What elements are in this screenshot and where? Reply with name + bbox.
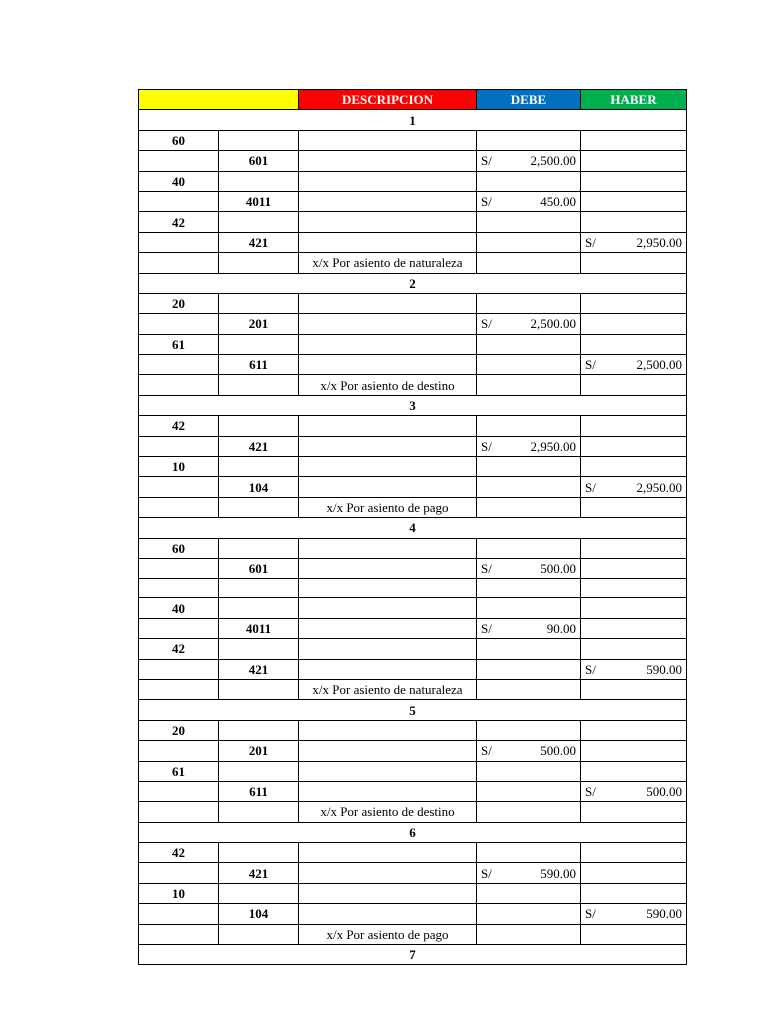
debe-cell <box>477 253 581 273</box>
description-cell <box>299 598 477 618</box>
entry-number: 4 <box>139 518 687 538</box>
account-cell <box>139 924 219 944</box>
account-cell: 42 <box>139 639 219 659</box>
ledger-row <box>139 497 687 517</box>
ledger-row <box>139 314 687 334</box>
haber-cell <box>581 151 687 171</box>
header-descripcion: DESCRIPCION <box>299 90 477 110</box>
account-cell <box>139 232 219 252</box>
subaccount-cell <box>219 171 299 191</box>
haber-cell <box>581 904 687 924</box>
haber-cell <box>581 253 687 273</box>
debe-cell <box>477 639 581 659</box>
ledger-row <box>139 863 687 883</box>
description-cell <box>299 171 477 191</box>
debe-cell <box>477 457 581 477</box>
amount: 500.00 <box>646 784 682 800</box>
haber-cell <box>581 436 687 456</box>
debe-cell <box>477 171 581 191</box>
ledger-row <box>139 171 687 191</box>
debe-cell <box>477 720 581 740</box>
haber-cell <box>581 232 687 252</box>
subaccount-cell: 104 <box>219 904 299 924</box>
description-cell <box>299 293 477 313</box>
debe-cell <box>477 416 581 436</box>
description-cell <box>299 416 477 436</box>
header-row <box>139 90 687 110</box>
haber-cell <box>581 618 687 638</box>
account-cell <box>139 904 219 924</box>
haber-cell <box>581 477 687 497</box>
amount: 2,950.00 <box>636 234 682 250</box>
subaccount-cell <box>219 802 299 822</box>
debe-cell <box>477 618 581 638</box>
debe-cell <box>477 334 581 354</box>
account-cell: 60 <box>139 538 219 558</box>
amount: 2,950.00 <box>530 438 576 454</box>
debe-cell <box>477 883 581 903</box>
ledger-row <box>139 457 687 477</box>
account-cell <box>139 802 219 822</box>
account-cell <box>139 741 219 761</box>
haber-cell <box>581 679 687 699</box>
subaccount-cell <box>219 293 299 313</box>
subaccount-cell: 611 <box>219 355 299 375</box>
description-cell <box>299 334 477 354</box>
account-cell <box>139 314 219 334</box>
entry-number-row <box>139 273 687 293</box>
entry-number-row <box>139 395 687 415</box>
description-cell <box>299 741 477 761</box>
header-debe: DEBE <box>477 90 581 110</box>
ledger-row <box>139 618 687 638</box>
currency-symbol: S/ <box>585 479 596 495</box>
subaccount-cell <box>219 497 299 517</box>
ledger-row <box>139 639 687 659</box>
account-cell <box>139 355 219 375</box>
currency-symbol: S/ <box>585 661 596 677</box>
account-cell <box>139 191 219 211</box>
journal-body <box>139 110 687 965</box>
debe-cell <box>477 538 581 558</box>
currency-symbol: S/ <box>481 743 492 759</box>
subaccount-cell: 421 <box>219 232 299 252</box>
description-cell <box>299 191 477 211</box>
debe-cell <box>477 130 581 150</box>
amount: 500.00 <box>540 743 576 759</box>
entry-number-row <box>139 822 687 842</box>
account-cell <box>139 436 219 456</box>
haber-cell <box>581 761 687 781</box>
ledger-row <box>139 679 687 699</box>
subaccount-cell: 201 <box>219 314 299 334</box>
debe-cell <box>477 924 581 944</box>
entry-number-row <box>139 945 687 965</box>
ledger-row <box>139 130 687 150</box>
currency-symbol: S/ <box>481 438 492 454</box>
haber-cell <box>581 883 687 903</box>
subaccount-cell: 104 <box>219 477 299 497</box>
account-cell: 20 <box>139 293 219 313</box>
debe-cell <box>477 436 581 456</box>
ledger-row <box>139 191 687 211</box>
debe-cell <box>477 802 581 822</box>
description-cell <box>299 436 477 456</box>
entry-number: 1 <box>139 110 687 130</box>
haber-cell <box>581 355 687 375</box>
subaccount-cell <box>219 598 299 618</box>
description-cell <box>299 659 477 679</box>
subaccount-cell <box>219 457 299 477</box>
currency-symbol: S/ <box>481 316 492 332</box>
ledger-row <box>139 436 687 456</box>
currency-symbol: S/ <box>585 357 596 373</box>
ledger-row <box>139 334 687 354</box>
ledger-row <box>139 375 687 395</box>
subaccount-cell <box>219 579 299 598</box>
haber-cell <box>581 293 687 313</box>
debe-cell <box>477 232 581 252</box>
haber-cell <box>581 781 687 801</box>
subaccount-cell <box>219 924 299 944</box>
description-cell: x/x Por asiento de destino <box>299 375 477 395</box>
haber-cell <box>581 558 687 578</box>
subaccount-cell <box>219 538 299 558</box>
currency-symbol: S/ <box>481 865 492 881</box>
description-cell <box>299 720 477 740</box>
ledger-row <box>139 355 687 375</box>
subaccount-cell: 601 <box>219 558 299 578</box>
description-cell <box>299 843 477 863</box>
account-cell: 10 <box>139 457 219 477</box>
account-cell <box>139 558 219 578</box>
account-cell: 61 <box>139 761 219 781</box>
account-cell: 42 <box>139 212 219 232</box>
account-cell: 40 <box>139 598 219 618</box>
subaccount-cell <box>219 639 299 659</box>
ledger-row <box>139 659 687 679</box>
currency-symbol: S/ <box>481 194 492 210</box>
subaccount-cell: 4011 <box>219 191 299 211</box>
subaccount-cell <box>219 720 299 740</box>
ledger-row <box>139 598 687 618</box>
debe-cell <box>477 191 581 211</box>
header-haber: HABER <box>581 90 687 110</box>
ledger-row <box>139 904 687 924</box>
subaccount-cell <box>219 130 299 150</box>
description-cell <box>299 781 477 801</box>
subaccount-cell: 601 <box>219 151 299 171</box>
debe-cell <box>477 781 581 801</box>
debe-cell <box>477 477 581 497</box>
ledger-row <box>139 883 687 903</box>
haber-cell <box>581 497 687 517</box>
currency-symbol: S/ <box>585 784 596 800</box>
description-cell <box>299 579 477 598</box>
description-cell <box>299 538 477 558</box>
amount: 590.00 <box>646 661 682 677</box>
ledger-row <box>139 232 687 252</box>
haber-cell <box>581 924 687 944</box>
amount: 590.00 <box>646 906 682 922</box>
entry-number: 5 <box>139 700 687 720</box>
ledger-row <box>139 558 687 578</box>
entry-number: 7 <box>139 945 687 965</box>
account-cell <box>139 375 219 395</box>
haber-cell <box>581 639 687 659</box>
debe-cell <box>477 741 581 761</box>
haber-cell <box>581 314 687 334</box>
debe-cell <box>477 293 581 313</box>
haber-cell <box>581 416 687 436</box>
currency-symbol: S/ <box>481 620 492 636</box>
ledger-row <box>139 579 687 598</box>
debe-cell <box>477 558 581 578</box>
description-cell <box>299 863 477 883</box>
description-cell: x/x Por asiento de naturaleza <box>299 253 477 273</box>
currency-symbol: S/ <box>481 561 492 577</box>
account-cell: 42 <box>139 843 219 863</box>
description-cell <box>299 232 477 252</box>
haber-cell <box>581 579 687 598</box>
debe-cell <box>477 579 581 598</box>
ledger-row <box>139 477 687 497</box>
debe-cell <box>477 151 581 171</box>
subaccount-cell <box>219 212 299 232</box>
debe-cell <box>477 375 581 395</box>
description-cell <box>299 761 477 781</box>
description-cell <box>299 151 477 171</box>
haber-cell <box>581 130 687 150</box>
haber-cell <box>581 191 687 211</box>
ledger-row <box>139 416 687 436</box>
entry-number-row <box>139 700 687 720</box>
currency-symbol: S/ <box>585 906 596 922</box>
account-cell <box>139 497 219 517</box>
debe-cell <box>477 659 581 679</box>
description-cell <box>299 355 477 375</box>
haber-cell <box>581 334 687 354</box>
description-cell <box>299 904 477 924</box>
description-cell <box>299 639 477 659</box>
account-cell <box>139 253 219 273</box>
debe-cell <box>477 355 581 375</box>
debe-cell <box>477 497 581 517</box>
account-cell: 20 <box>139 720 219 740</box>
amount: 2,500.00 <box>530 153 576 169</box>
entry-number: 2 <box>139 273 687 293</box>
subaccount-cell <box>219 843 299 863</box>
debe-cell <box>477 314 581 334</box>
ledger-row <box>139 924 687 944</box>
description-cell <box>299 477 477 497</box>
currency-symbol: S/ <box>585 234 596 250</box>
header-cuenta: CUENTA <box>139 90 299 110</box>
subaccount-cell <box>219 334 299 354</box>
haber-cell <box>581 538 687 558</box>
description-cell <box>299 883 477 903</box>
subaccount-cell <box>219 679 299 699</box>
account-cell: 60 <box>139 130 219 150</box>
amount: 500.00 <box>540 561 576 577</box>
debe-cell <box>477 904 581 924</box>
haber-cell <box>581 598 687 618</box>
subaccount-cell <box>219 761 299 781</box>
subaccount-cell: 421 <box>219 863 299 883</box>
haber-cell <box>581 171 687 191</box>
amount: 450.00 <box>540 194 576 210</box>
subaccount-cell <box>219 375 299 395</box>
debe-cell <box>477 212 581 232</box>
subaccount-cell <box>219 253 299 273</box>
account-cell <box>139 679 219 699</box>
description-cell <box>299 212 477 232</box>
ledger-row <box>139 843 687 863</box>
subaccount-cell <box>219 883 299 903</box>
ledger-row <box>139 781 687 801</box>
account-cell <box>139 579 219 598</box>
subaccount-cell: 421 <box>219 436 299 456</box>
description-cell <box>299 618 477 638</box>
ledger-row <box>139 212 687 232</box>
ledger-row <box>139 293 687 313</box>
subaccount-cell: 421 <box>219 659 299 679</box>
haber-cell <box>581 720 687 740</box>
account-cell <box>139 659 219 679</box>
haber-cell <box>581 212 687 232</box>
ledger-row <box>139 741 687 761</box>
debe-cell <box>477 863 581 883</box>
ledger-row <box>139 720 687 740</box>
subaccount-cell: 4011 <box>219 618 299 638</box>
account-cell <box>139 477 219 497</box>
description-cell <box>299 314 477 334</box>
description-cell <box>299 558 477 578</box>
entry-number-row <box>139 110 687 130</box>
entry-number: 6 <box>139 822 687 842</box>
ledger-row <box>139 151 687 171</box>
debe-cell <box>477 843 581 863</box>
account-cell <box>139 618 219 638</box>
haber-cell <box>581 375 687 395</box>
ledger-row <box>139 761 687 781</box>
description-cell <box>299 457 477 477</box>
haber-cell <box>581 457 687 477</box>
subaccount-cell <box>219 416 299 436</box>
haber-cell <box>581 659 687 679</box>
account-cell <box>139 151 219 171</box>
account-cell: 61 <box>139 334 219 354</box>
haber-cell <box>581 802 687 822</box>
account-cell <box>139 781 219 801</box>
entry-number-row <box>139 518 687 538</box>
account-cell: 40 <box>139 171 219 191</box>
debe-cell <box>477 761 581 781</box>
amount: 90.00 <box>546 620 576 636</box>
description-cell: x/x Por asiento de pago <box>299 497 477 517</box>
description-cell: x/x Por asiento de destino <box>299 802 477 822</box>
haber-cell <box>581 843 687 863</box>
description-cell: x/x Por asiento de naturaleza <box>299 679 477 699</box>
subaccount-cell: 201 <box>219 741 299 761</box>
debe-cell <box>477 679 581 699</box>
haber-cell <box>581 863 687 883</box>
amount: 2,950.00 <box>636 479 682 495</box>
account-cell <box>139 863 219 883</box>
journal-table <box>138 89 687 965</box>
ledger-row <box>139 253 687 273</box>
amount: 2,500.00 <box>636 357 682 373</box>
entry-number: 3 <box>139 395 687 415</box>
debe-cell <box>477 598 581 618</box>
subaccount-cell: 611 <box>219 781 299 801</box>
ledger-row <box>139 538 687 558</box>
amount: 590.00 <box>540 865 576 881</box>
ledger-row <box>139 802 687 822</box>
description-cell <box>299 130 477 150</box>
description-cell: x/x Por asiento de pago <box>299 924 477 944</box>
account-cell: 42 <box>139 416 219 436</box>
haber-cell <box>581 741 687 761</box>
amount: 2,500.00 <box>530 316 576 332</box>
currency-symbol: S/ <box>481 153 492 169</box>
account-cell: 10 <box>139 883 219 903</box>
